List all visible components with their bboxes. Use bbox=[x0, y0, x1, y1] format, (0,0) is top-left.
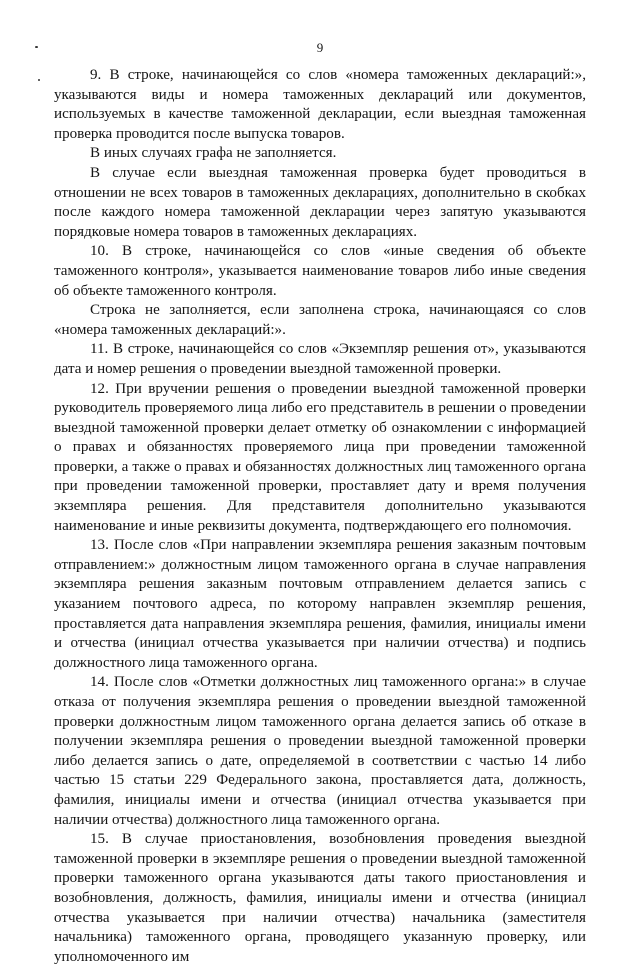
scan-speck bbox=[35, 46, 38, 48]
paragraph: 14. После слов «Отметки должностных лиц таможенного органа:» в случае отказа от получения экземпляра решения о проведении выездной таможенной проверки должностным лицом таможенного органа делается запись об отказе в получении экземпляра решения о проведении выездной таможенной проверки либо делается запись о дате, определяемой в соответствии с частью 14 либо частью 15 статьи 229 Федерального закона, проставляется дата, должность, фамилия, инициалы имени и отчества (инициал отчества указывается при наличии отчества) должностного лица таможенного органа. bbox=[54, 674, 586, 828]
document-body bbox=[54, 66, 586, 967]
paragraph: 10. В строке, начинающейся со слов «иные сведения об объекте таможенного контроля», указывается наименование товаров либо иные сведения об объекте таможенного контроля. bbox=[54, 243, 586, 299]
paragraph: В иных случаях графа не заполняется. bbox=[90, 145, 337, 162]
paragraph: 9. В строке, начинающейся со слов «номера таможенных деклараций:», указываются виды и номера таможенных деклараций или документов, используемых в качестве таможенной декларации, если выездная таможенная проверка проводится после выпуска товаров. bbox=[54, 67, 586, 142]
paragraph: 13. После слов «При направлении экземпляра решения заказным почтовым отправлением:» должностным лицом таможенного органа в случае направления экземпляра решения заказным почтовым отправлением делается запись с указанием почтового адреса, по которому направлен экземпляр решения, проставляется дата направления экземпляра решения, фамилия, инициалы имени и отчества (инициал отчества указывается при наличии отчества) и подпись должностного лица таможенного органа. bbox=[54, 537, 586, 671]
paragraph: В случае если выездная таможенная проверка будет проводиться в отношении не всех товаров в таможенных декларациях, дополнительно в скобках после каждого номера таможенной декларации через запятую указываются порядковые номера товаров в таможенных декларациях. bbox=[54, 164, 586, 240]
paragraph: Строка не заполняется, если заполнена строка, начинающаяся со слов «номера таможенных деклараций:». bbox=[54, 302, 586, 338]
paragraph: 15. В случае приостановления, возобновления проведения выездной таможенной проверки в экземпляре решения о проведении выездной таможенной проверки таможенного органа указываются даты такого приостановления и возобновления, должность, фамилия, инициалы имени и отчества (инициал отчества указывается при наличии отчества) начальника (заместителя начальника) таможенного органа, проводящего указанную проверку, или уполномоченного им bbox=[54, 831, 586, 965]
scan-speck bbox=[38, 79, 40, 81]
paragraph: 12. При вручении решения о проведении выездной таможенной проверки руководитель проверяемого лица либо его представитель в решении о проведении выездной таможенной проверки делает отметку об ознакомлении с информацией о правах и обязанностях проверяемого лица при проведении таможенной проверки, а также о правах и обязанностях должностных лиц таможенного органа при проведении таможенной проверки, проставляет дату и время получения экземпляра решения. Для представителя дополнительно указываются наименование и иные реквизиты документа, подтверждающего его полномочия. bbox=[54, 380, 586, 534]
paragraph: 11. В строке, начинающейся со слов «Экземпляр решения от», указываются дата и номер решения о проведении выездной таможенной проверки. bbox=[54, 341, 586, 377]
page-number: 9 bbox=[316, 40, 324, 55]
